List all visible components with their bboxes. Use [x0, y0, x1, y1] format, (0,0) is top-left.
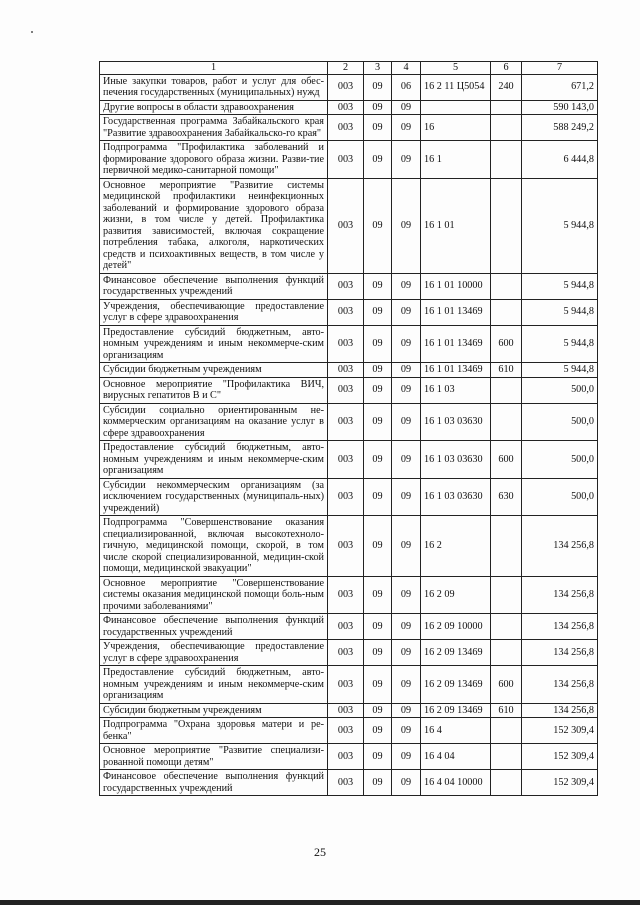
- row-amount-cell: 134 256,8: [522, 703, 598, 718]
- row-expense-type-cell: [491, 614, 522, 640]
- row-target-article-cell: 16 4: [421, 718, 491, 744]
- table-row: [100, 141, 598, 179]
- row-section-cell: 09: [364, 273, 392, 299]
- table-row: [100, 478, 598, 516]
- row-name-cell: Субсидии бюджетным учреждениям: [100, 363, 328, 378]
- row-section-cell: 09: [364, 403, 392, 441]
- row-name-cell: Предоставление субсидий бюджетным, авто-номным учреждениям и иным некоммерче-ским организациям: [100, 441, 328, 479]
- row-amount-cell: 500,0: [522, 441, 598, 479]
- row-target-article-cell: 16 1 03: [421, 377, 491, 403]
- row-expense-type-cell: [491, 576, 522, 614]
- row-amount-cell: 500,0: [522, 478, 598, 516]
- row-subsection-cell: 09: [392, 576, 421, 614]
- row-subsection-cell: 09: [392, 178, 421, 273]
- row-amount-cell: 134 256,8: [522, 516, 598, 577]
- row-target-article-cell: 16 4 04: [421, 744, 491, 770]
- row-section-cell: 09: [364, 325, 392, 363]
- table-row: [100, 576, 598, 614]
- row-amount-cell: 500,0: [522, 377, 598, 403]
- row-expense-type-cell: [491, 403, 522, 441]
- table-row: [100, 703, 598, 718]
- scan-speck: [31, 31, 33, 33]
- row-expense-type-cell: [491, 640, 522, 666]
- row-amount-cell: 134 256,8: [522, 614, 598, 640]
- page-number: 25: [314, 845, 326, 859]
- scan-bottom-edge: [0, 900, 640, 905]
- row-subsection-cell: 09: [392, 516, 421, 577]
- row-subsection-cell: 09: [392, 478, 421, 516]
- row-name-cell: Государственная программа Забайкальского края "Развитие здравоохранения Забайкальско-го края": [100, 115, 328, 141]
- row-amount-cell: 152 309,4: [522, 770, 598, 796]
- row-subsection-cell: 09: [392, 377, 421, 403]
- row-expense-type-cell: 630: [491, 478, 522, 516]
- row-name-cell: Основное мероприятие "Развитие системы медицинской профилактики неинфекционных заболеваний и формирование здорового образа жизни, в том числе у детей. Профилактика развития зависимостей, включая сокращение потребления табака, алкоголя, наркотических средств и психоактивных веществ, в том числе у детей": [100, 178, 328, 273]
- row-admin-code-cell: 003: [328, 770, 364, 796]
- row-expense-type-cell: 240: [491, 74, 522, 100]
- row-amount-cell: 6 444,8: [522, 141, 598, 179]
- row-section-cell: 09: [364, 614, 392, 640]
- row-target-article-cell: 16 1 01 13469: [421, 363, 491, 378]
- row-target-article-cell: 16 2 11 Ц5054: [421, 74, 491, 100]
- row-admin-code-cell: 003: [328, 666, 364, 704]
- row-amount-cell: 134 256,8: [522, 576, 598, 614]
- table-row: [100, 100, 598, 115]
- table-row: [100, 744, 598, 770]
- row-section-cell: 09: [364, 640, 392, 666]
- row-admin-code-cell: 003: [328, 299, 364, 325]
- row-expense-type-cell: [491, 770, 522, 796]
- row-subsection-cell: 09: [392, 718, 421, 744]
- header-cell: 5: [421, 62, 491, 75]
- row-name-cell: Финансовое обеспечение выполнения функций государственных учреждений: [100, 273, 328, 299]
- table-row: [100, 441, 598, 479]
- table-row: [100, 718, 598, 744]
- table-row: [100, 614, 598, 640]
- row-subsection-cell: 09: [392, 363, 421, 378]
- row-subsection-cell: 09: [392, 273, 421, 299]
- row-target-article-cell: 16 1 01: [421, 178, 491, 273]
- row-expense-type-cell: 610: [491, 363, 522, 378]
- header-cell: 1: [100, 62, 328, 75]
- row-amount-cell: 590 143,0: [522, 100, 598, 115]
- row-admin-code-cell: 003: [328, 403, 364, 441]
- row-amount-cell: 588 249,2: [522, 115, 598, 141]
- row-expense-type-cell: [491, 100, 522, 115]
- row-section-cell: 09: [364, 299, 392, 325]
- row-subsection-cell: 09: [392, 640, 421, 666]
- row-subsection-cell: 09: [392, 299, 421, 325]
- row-subsection-cell: 09: [392, 441, 421, 479]
- row-amount-cell: 152 309,4: [522, 718, 598, 744]
- row-section-cell: 09: [364, 441, 392, 479]
- row-admin-code-cell: 003: [328, 576, 364, 614]
- row-amount-cell: 671,2: [522, 74, 598, 100]
- table-row: [100, 363, 598, 378]
- row-target-article-cell: 16 4 04 10000: [421, 770, 491, 796]
- row-section-cell: 09: [364, 703, 392, 718]
- row-name-cell: Учреждения, обеспечивающие предоставление услуг в сфере здравоохранения: [100, 299, 328, 325]
- row-amount-cell: 5 944,8: [522, 325, 598, 363]
- table-row: [100, 325, 598, 363]
- row-admin-code-cell: 003: [328, 718, 364, 744]
- header-cell: 4: [392, 62, 421, 75]
- row-target-article-cell: 16 1 03 03630: [421, 478, 491, 516]
- row-expense-type-cell: [491, 516, 522, 577]
- row-section-cell: 09: [364, 744, 392, 770]
- row-amount-cell: 152 309,4: [522, 744, 598, 770]
- row-name-cell: Предоставление субсидий бюджетным, авто-номным учреждениям и иным некоммерче-ским организациям: [100, 325, 328, 363]
- table-row: [100, 770, 598, 796]
- row-amount-cell: 5 944,8: [522, 178, 598, 273]
- table-row: [100, 74, 598, 100]
- row-name-cell: Субсидии некоммерческим организациям (за исключением государственных (муниципаль-ных) учреждений): [100, 478, 328, 516]
- row-subsection-cell: 09: [392, 744, 421, 770]
- row-target-article-cell: 16 2 09 13469: [421, 640, 491, 666]
- row-subsection-cell: 09: [392, 100, 421, 115]
- row-admin-code-cell: 003: [328, 441, 364, 479]
- row-name-cell: Основное мероприятие "Профилактика ВИЧ, вирусных гепатитов В и С": [100, 377, 328, 403]
- row-subsection-cell: 09: [392, 403, 421, 441]
- row-amount-cell: 500,0: [522, 403, 598, 441]
- row-amount-cell: 5 944,8: [522, 273, 598, 299]
- row-name-cell: Учреждения, обеспечивающие предоставление услуг в сфере здравоохранения: [100, 640, 328, 666]
- row-expense-type-cell: 600: [491, 325, 522, 363]
- row-name-cell: Финансовое обеспечение выполнения функций государственных учреждений: [100, 770, 328, 796]
- row-amount-cell: 5 944,8: [522, 299, 598, 325]
- row-admin-code-cell: 003: [328, 178, 364, 273]
- row-name-cell: Финансовое обеспечение выполнения функций государственных учреждений: [100, 614, 328, 640]
- row-subsection-cell: 09: [392, 141, 421, 179]
- row-admin-code-cell: 003: [328, 478, 364, 516]
- row-expense-type-cell: [491, 178, 522, 273]
- row-admin-code-cell: 003: [328, 703, 364, 718]
- row-admin-code-cell: 003: [328, 744, 364, 770]
- row-section-cell: 09: [364, 115, 392, 141]
- row-name-cell: Основное мероприятие "Совершенствование системы оказания медицинской помощи боль-ным прочими заболеваниями": [100, 576, 328, 614]
- row-section-cell: 09: [364, 516, 392, 577]
- row-section-cell: 09: [364, 141, 392, 179]
- row-target-article-cell: [421, 100, 491, 115]
- row-name-cell: Подпрограмма "Профилактика заболеваний и формирование здорового образа жизни. Разви-тие первичной медико-санитарной помощи": [100, 141, 328, 179]
- row-admin-code-cell: 003: [328, 100, 364, 115]
- header-cell: 2: [328, 62, 364, 75]
- row-expense-type-cell: [491, 273, 522, 299]
- table-header-row: [100, 62, 598, 75]
- row-target-article-cell: 16: [421, 115, 491, 141]
- row-amount-cell: 5 944,8: [522, 363, 598, 378]
- row-target-article-cell: 16 2 09 13469: [421, 703, 491, 718]
- row-name-cell: Основное мероприятие "Развитие специализи-рованной помощи детям": [100, 744, 328, 770]
- row-section-cell: 09: [364, 363, 392, 378]
- row-name-cell: Субсидии бюджетным учреждениям: [100, 703, 328, 718]
- row-section-cell: 09: [364, 576, 392, 614]
- table-row: [100, 273, 598, 299]
- row-name-cell: Субсидии социально ориентированным не-коммерческим организациям на оказание услуг в сфере здравоохранения: [100, 403, 328, 441]
- row-section-cell: 09: [364, 718, 392, 744]
- row-amount-cell: 134 256,8: [522, 640, 598, 666]
- row-name-cell: Подпрограмма "Охрана здоровья матери и ре-бенка": [100, 718, 328, 744]
- header-cell: 6: [491, 62, 522, 75]
- row-expense-type-cell: [491, 115, 522, 141]
- row-target-article-cell: 16 1 01 13469: [421, 325, 491, 363]
- table-row: [100, 115, 598, 141]
- row-target-article-cell: 16 1 03 03630: [421, 403, 491, 441]
- row-target-article-cell: 16 2 09 10000: [421, 614, 491, 640]
- row-target-article-cell: 16 2: [421, 516, 491, 577]
- row-target-article-cell: 16 2 09 13469: [421, 666, 491, 704]
- row-section-cell: 09: [364, 74, 392, 100]
- row-subsection-cell: 09: [392, 325, 421, 363]
- row-admin-code-cell: 003: [328, 141, 364, 179]
- row-target-article-cell: 16 1 01 13469: [421, 299, 491, 325]
- row-subsection-cell: 06: [392, 74, 421, 100]
- row-expense-type-cell: [491, 141, 522, 179]
- row-expense-type-cell: [491, 718, 522, 744]
- row-section-cell: 09: [364, 100, 392, 115]
- row-admin-code-cell: 003: [328, 377, 364, 403]
- row-amount-cell: 134 256,8: [522, 666, 598, 704]
- row-admin-code-cell: 003: [328, 325, 364, 363]
- row-name-cell: Иные закупки товаров, работ и услуг для обес-печения государственных (муниципальных) нужд: [100, 74, 328, 100]
- row-section-cell: 09: [364, 770, 392, 796]
- row-expense-type-cell: 610: [491, 703, 522, 718]
- row-subsection-cell: 09: [392, 770, 421, 796]
- table-row: [100, 178, 598, 273]
- row-admin-code-cell: 003: [328, 363, 364, 378]
- row-name-cell: Подпрограмма "Совершенствование оказания специализированной, включая высокотехноло-гичную, медицинской помощи, скорой, в том числе скорой специализированной, медицин-ской помощи, медицинской эвакуации": [100, 516, 328, 577]
- row-admin-code-cell: 003: [328, 115, 364, 141]
- row-admin-code-cell: 003: [328, 640, 364, 666]
- row-expense-type-cell: 600: [491, 441, 522, 479]
- row-subsection-cell: 09: [392, 115, 421, 141]
- row-subsection-cell: 09: [392, 614, 421, 640]
- table-row: [100, 377, 598, 403]
- row-expense-type-cell: [491, 744, 522, 770]
- table-row: [100, 516, 598, 577]
- header-cell: 7: [522, 62, 598, 75]
- budget-table: [99, 61, 598, 796]
- row-admin-code-cell: 003: [328, 273, 364, 299]
- row-admin-code-cell: 003: [328, 74, 364, 100]
- row-name-cell: Другие вопросы в области здравоохранения: [100, 100, 328, 115]
- row-section-cell: 09: [364, 377, 392, 403]
- row-subsection-cell: 09: [392, 666, 421, 704]
- row-admin-code-cell: 003: [328, 516, 364, 577]
- row-target-article-cell: 16 2 09: [421, 576, 491, 614]
- row-expense-type-cell: [491, 299, 522, 325]
- table-row: [100, 403, 598, 441]
- header-cell: 3: [364, 62, 392, 75]
- table-row: [100, 299, 598, 325]
- row-target-article-cell: 16 1 03 03630: [421, 441, 491, 479]
- row-target-article-cell: 16 1: [421, 141, 491, 179]
- row-name-cell: Предоставление субсидий бюджетным, авто-номным учреждениям и иным некоммерче-ским организациям: [100, 666, 328, 704]
- row-section-cell: 09: [364, 666, 392, 704]
- row-expense-type-cell: [491, 377, 522, 403]
- row-subsection-cell: 09: [392, 703, 421, 718]
- row-section-cell: 09: [364, 478, 392, 516]
- row-target-article-cell: 16 1 01 10000: [421, 273, 491, 299]
- table-row: [100, 666, 598, 704]
- row-admin-code-cell: 003: [328, 614, 364, 640]
- row-section-cell: 09: [364, 178, 392, 273]
- table-row: [100, 640, 598, 666]
- row-expense-type-cell: 600: [491, 666, 522, 704]
